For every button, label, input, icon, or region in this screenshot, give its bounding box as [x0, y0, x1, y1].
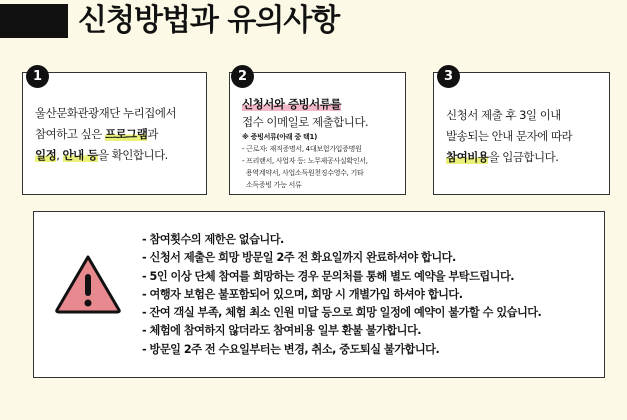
- title-accent-bar: [0, 4, 68, 38]
- step-text: [35, 103, 202, 166]
- notice-item: - 잔여 객실 부족, 체험 최소 인원 미달 등으로 희망 일정에 예약이 불가할 수 있습니다.: [142, 306, 542, 320]
- notice-box: [33, 211, 605, 378]
- highlighted-text: 참여비용: [446, 150, 489, 164]
- step-text-segment: 울산문화관광재단 누리집에서: [35, 106, 177, 120]
- notice-item: - 방문일 2주 전 수요일부터는 변경, 취소, 중도퇴실 불가합니다.: [142, 342, 440, 356]
- step-line: [242, 95, 401, 113]
- step-text-segment: 참여하고 싶은: [35, 127, 105, 141]
- step-text-segment: 접수 이메일로 제출합니다.: [242, 115, 369, 129]
- step-text-segment: 신청서 제출 후 3일 이내: [446, 108, 561, 122]
- notice-list: [142, 231, 541, 359]
- step-text-segment: 을 확인합니다.: [97, 148, 168, 162]
- step-line: [446, 105, 605, 126]
- notice-item: - 체험에 참여하지 않더라도 참여비용 일부 환불 불가합니다.: [142, 324, 422, 338]
- step-card-3: [433, 69, 610, 195]
- step-text: [242, 95, 401, 131]
- evidence-docs-list: [242, 143, 401, 191]
- notice-item: - 참여횟수의 제한은 없습니다.: [142, 233, 284, 246]
- warning-triangle-icon: [54, 254, 122, 314]
- step-text-segment: 발송되는 안내 문자에 따라: [446, 129, 573, 143]
- notice-item: - 신청서 제출은 희망 방문일 2주 전 화요일까지 완료하셔야 합니다.: [142, 251, 456, 265]
- notice-item: - 여행자 보험은 불포함되어 있으며, 희망 시 개별가입 하셔야 합니다.: [142, 287, 463, 301]
- step-card-1: [22, 69, 207, 195]
- step-card-2: [229, 69, 406, 195]
- step-text-segment: ,: [56, 148, 63, 162]
- step-line: [35, 145, 202, 166]
- highlighted-text: 안내 등: [62, 148, 98, 162]
- step-line: [446, 126, 605, 147]
- step-number-badge: 1: [26, 65, 49, 88]
- step-line: [35, 124, 202, 145]
- step-line: [35, 103, 202, 124]
- notice-item: - 5인 이상 단체 참여를 희망하는 경우 문의처를 통해 별도 예약을 부탁드립니다.: [142, 269, 515, 283]
- step-text-segment: 을 입금합니다.: [488, 150, 559, 164]
- evidence-doc-item: 용역계약서, 사업소득원천징수영수, 기타: [242, 169, 364, 177]
- page-title: 신청방법과 유의사항: [78, 3, 340, 38]
- step-line: [446, 147, 605, 168]
- step-line: [242, 113, 401, 131]
- step-number-badge: 3: [437, 65, 460, 88]
- evidence-docs-title: ※ 증빙서류(아래 중 택1): [242, 133, 317, 141]
- highlighted-text: 신청서와 증빙서류를: [242, 97, 341, 111]
- evidence-doc-item: 소득증빙 가능 서류: [242, 181, 302, 189]
- step-text-segment: 과: [147, 127, 159, 141]
- step-text: [446, 105, 605, 168]
- step-number-badge: 2: [231, 65, 254, 88]
- highlighted-text: 프로그램: [104, 127, 148, 141]
- evidence-doc-item: - 근로자: 재직증명서, 4대보험가입증명원: [242, 145, 362, 153]
- highlighted-text: 일정: [35, 148, 57, 162]
- evidence-doc-item: - 프리랜서, 사업자 등: 노무제공사실확인서,: [242, 157, 368, 165]
- evidence-docs: [242, 131, 401, 191]
